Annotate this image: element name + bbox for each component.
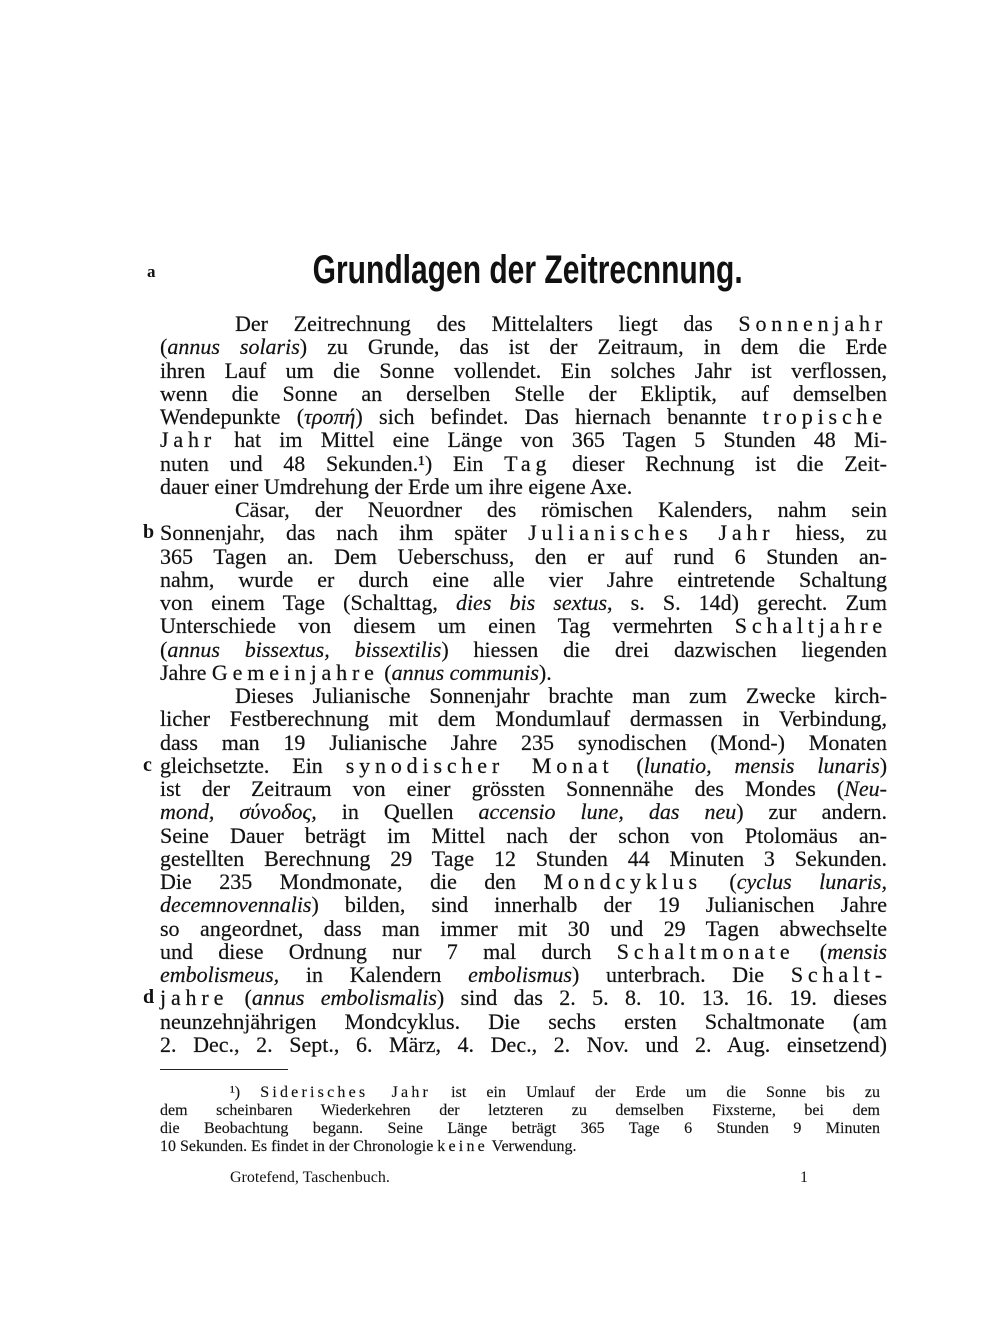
italic-phrase: annus solaris [167,334,300,360]
text-run: Wendepunkte ( [160,404,305,429]
text-run: 365 Tagen an. Dem Ueberschuss, den er auf rund 6 Stunden an- [160,543,887,569]
text-line [160,893,887,916]
footnote-line [160,1102,880,1120]
italic-phrase: cyclus lunaris, [736,869,887,894]
text-run: ( [613,752,644,778]
text-line [160,824,887,847]
text-line [160,777,887,800]
page-title-row [60,246,996,294]
text-line [160,1010,887,1033]
text-run: ) unterbrach. Die [571,962,791,987]
text-line [160,568,887,591]
text-run: hat im Mittel eine Länge von 365 Tagen 5 Stunden 48 Mi- [216,427,887,453]
text-run: gleichsetzte. Ein [160,752,346,778]
text-line [160,545,887,568]
text-line [160,359,887,382]
text-run: Dieses Julianische Sonnenjahr brachte man zum Zwecke kirch- [235,683,887,708]
footer-citation: Grotefend, Taschenbuch. [230,1169,390,1186]
spaced-word: jahre [160,985,229,1011]
text-run: ) sich befindet. Das hiernach benannte [355,404,763,429]
text-run: 10 Sekunden. Es findet in der Chronologie [160,1138,438,1155]
text-line [160,312,887,335]
text-run: Cäsar, der Neuordner des römischen Kalenders, nahm sein [235,497,887,522]
text-line [160,800,887,823]
text-run: dass man 19 Julianische Jahre 235 synodischen (Mond-) Monaten [160,729,887,755]
text-run: ) zu Grunde, das ist der Zeitraum, in dem die Erde [299,334,887,360]
text-run: ) bilden, sind innerhalb der 19 Julianischen Jahre [311,892,887,918]
text-line [160,917,887,940]
text-run: gestellten Berechnung 29 Tage 12 Stunden 44 Minuten 3 Sekunden. [160,845,887,871]
text-run: in Kalendern [279,962,469,987]
text-line [160,754,887,777]
text-line [160,521,887,544]
text-run: ( [160,636,168,662]
text-run: nuten und 48 Sekunden.¹) Ein [160,450,505,476]
spaced-word: Sonnenjahr [738,311,887,336]
italic-phrase: τροπή [304,404,356,429]
spaced-word: Mondcyklus [543,869,702,894]
footnote-line [160,1084,880,1102]
margin-mark: c [143,753,152,776]
text-line [160,614,887,637]
text-run: wenn die Sonne an derselben Stelle der Ekliptik, auf demselben [160,380,887,406]
text-run: neunzehnjährigen Mondcyklus. Die sechs ersten Schaltmonate (am [160,1008,887,1034]
text-run: ihren Lauf um die Sonne vollendet. Ein solches Jahr ist verflossen, [160,357,887,383]
footnote-line [160,1120,880,1138]
text-run: ist ein Umlauf der Erde um die Sonne bis zu [431,1084,881,1101]
text-run: ¹) [230,1084,261,1101]
body-text [160,312,887,1056]
text-line [160,684,887,707]
text-line [160,428,887,451]
italic-phrase: Neu- [844,776,887,801]
italic-phrase: decemnovennalis [160,892,312,918]
text-line [160,940,887,963]
margin-mark: a [147,262,156,281]
spaced-word: keine [437,1138,488,1155]
italic-phrase: lunatio, mensis lunaris [643,752,880,778]
italic-phrase: annus embolismalis [251,985,437,1011]
text-run: Verwendung. [487,1138,577,1155]
text-line [160,591,887,614]
text-run: ) sind das 2. 5. 8. 10. 13. 16. 19. dieses [436,985,887,1011]
text-run: dauer einer Umdrehung der Erde um ihre eigene Axe. [160,473,633,499]
text-line [160,498,887,521]
text-run: so angeordnet, dass man immer mit 30 und 29 Tagen abwechselte [160,915,887,941]
text-run: dieser Rechnung ist die Zeit- [551,450,887,476]
text-run: ( [701,869,737,894]
spaced-word: Siderisches Jahr [260,1084,432,1101]
spaced-word: Schalt- [790,962,888,987]
italic-phrase: annus bissextus, bissextilis [167,636,442,662]
spaced-word: Gemeinjahre [211,659,379,685]
text-line [160,661,887,684]
spaced-word: Schaltjahre [734,613,887,639]
text-line [160,707,887,730]
text-line [160,475,887,498]
text-line [160,335,887,358]
text-run: nahm, wurde er durch eine alle vier Jahre eintretende Schaltung [160,566,887,592]
text-line [160,986,887,1009]
spaced-word: Jahr [160,427,217,453]
italic-phrase: annus communis [391,659,539,685]
footnote-rule [160,1069,288,1070]
text-run: hiess, zu [774,520,888,546]
text-line [160,731,887,754]
text-run: Jahre [160,659,212,685]
text-line [160,452,887,475]
italic-phrase: embolismus [468,962,572,987]
text-run: ) zur andern. [736,799,887,825]
text-run: ist der Zeitraum von einer grössten Sonnennähe des Mondes ( [160,776,845,801]
text-run: Unterschiede von diesem um einen Tag vermehrten [160,613,735,639]
spaced-word: synodischer Monat [345,752,614,778]
text-run: ( [794,938,828,964]
text-run: licher Festberechnung mit dem Mondumlauf dermassen in Verbindung, [160,706,887,732]
text-run: 2. Dec., 2. Sept., 6. März, 4. Dec., 2. Nov. und 2. Aug. einsetzend) [160,1031,887,1057]
page-title: Grundlagen der Zeitrecnnung. [312,248,744,292]
text-run: und diese Ordnung nur 7 mal durch [160,938,617,964]
text-line [160,963,887,986]
text-run: Sonnenjahr, das nach ihm später [160,520,529,546]
text-run: die Beobachtung begann. Seine Länge beträgt 365 Tage 6 Stunden 9 Minuten [160,1120,880,1137]
text-line [160,847,887,870]
italic-phrase: mond, σύνοδος, [160,799,317,825]
italic-phrase: dies bis sextus [455,590,608,615]
spaced-word: Tag [504,450,552,476]
footnotes [160,1084,880,1156]
italic-phrase: embolismeus, [160,962,280,987]
text-line [160,638,887,661]
italic-phrase: mensis [827,938,887,964]
text-run: Der Zeitrechnung des Mittelalters liegt das [235,311,739,336]
text-line [160,405,887,428]
text-run: ( [378,659,392,685]
text-line [160,382,887,405]
text-run: ( [228,985,252,1011]
text-line [160,870,887,893]
text-run: von einem Tage (Schalttag, [160,590,456,615]
spaced-word: Julianisches Jahr [528,520,775,546]
text-run: ). [538,659,552,685]
signature-mark: 1 [800,1169,808,1186]
spaced-word: Schaltmonate [616,938,795,964]
text-run: Seine Dauer beträgt im Mittel nach der schon von Ptolomäus an- [160,822,887,848]
spaced-word: tropische [762,404,887,429]
margin-mark: d [143,986,155,1009]
text-run: , s. S. 14d) gerecht. Zum [607,590,888,615]
text-run: dem scheinbaren Wiederkehren der letzteren zu demselben Fixsterne, bei dem [160,1102,880,1119]
text-run: ) [879,752,888,778]
footnote-line [160,1138,880,1156]
text-run: Die 235 Mondmonate, die den [160,869,544,894]
text-run: ( [160,334,168,360]
margin-mark: b [143,521,155,544]
text-run: in Quellen [316,799,479,825]
text-line [160,1033,887,1056]
italic-phrase: accensio lune, das neu [478,799,737,825]
text-run: ) hiessen die drei dazwischen liegenden [441,636,887,662]
